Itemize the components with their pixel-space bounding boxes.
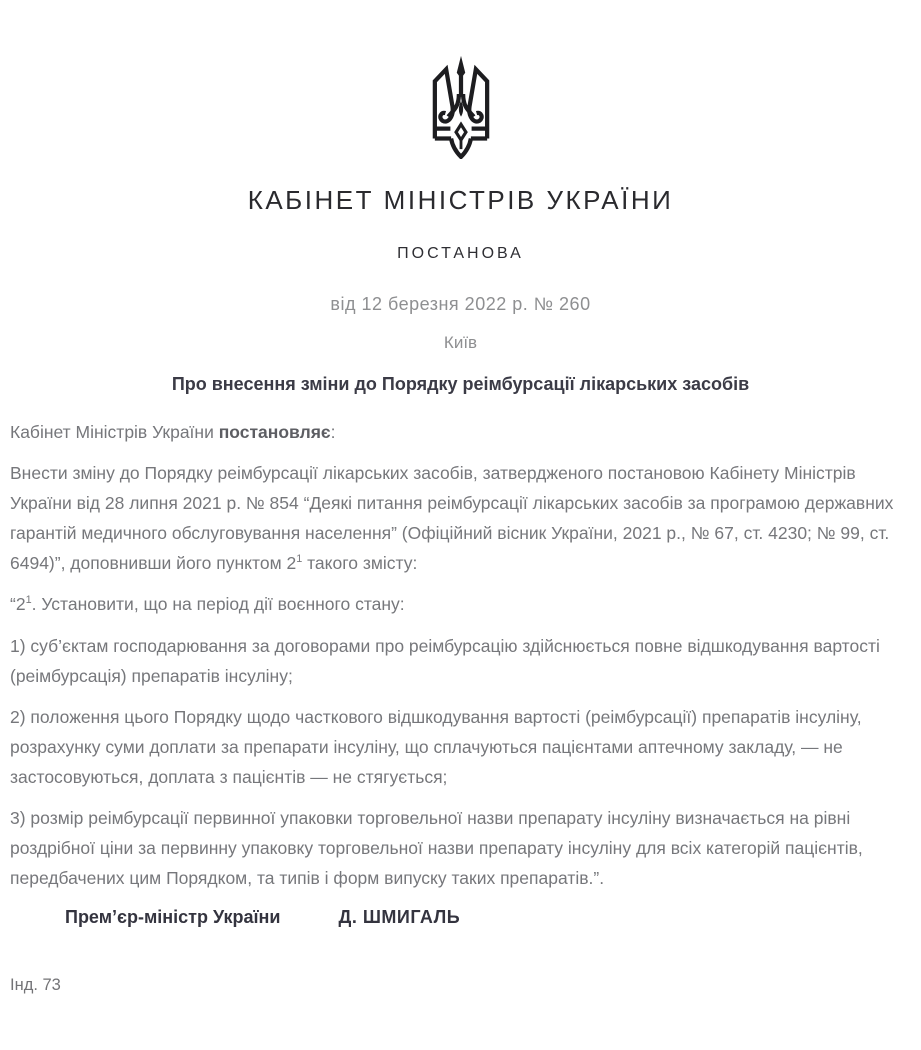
document-body [0,417,921,928]
preamble-colon: : [330,422,336,442]
document-header [0,53,921,395]
tryzub-icon [425,53,497,159]
preamble-verb: постановляє [218,422,331,442]
preamble-text: Кабінет Міністрів України [10,422,219,442]
org-name: КАБІНЕТ МІНІСТРІВ УКРАЇНИ [247,185,674,215]
ukraine-coat-of-arms-icon [425,53,497,159]
point-number: “2 [10,594,26,615]
city-line: Київ [443,333,478,352]
signature-block [10,907,911,928]
document-title: Про внесення зміни до Порядку реімбурсації лікарських засобів [171,374,750,394]
paragraph-subpoint-3: 3) розмір реімбурсації первинної упаковки торговельної назви препарату інсуліну визначається на рівні роздрібної ціни за первинну упаковку торговельної назви препарату інсуліну для всіх категорій пацієнтів, передбачених цим Порядком, та типів і форм випуску таких препаратів.”. [10,808,863,889]
paragraph-amendment [10,458,911,578]
signatory-position: Прем’єр-міністр України [65,907,281,928]
superscript-index: 1 [296,553,303,566]
amendment-text: Внести зміну до Порядку реімбурсації лікарських засобів, затвердженого постановою Кабінету Міністрів України від 28 липня 2021 р. № 854 “Деякі питання реімбурсації лікарських засобів за програмою державних гарантій медичного обслуговування населення” (Офіційний вісник України, 2021 р., № 67, ст. 4230; № 99, ст. 6494)”, доповнивши його пунктом 2 [10,463,894,574]
preamble-paragraph [10,417,911,447]
paragraph-subpoint-2: 2) положення цього Порядку щодо часткового відшкодування вартості (реімбурсації) препаратів інсуліну, розрахунку суми доплати за препарати інсуліну, що сплачуються пацієнтами аптечному закладу, — не застосовуються, доплата з пацієнтів — не стягується; [10,706,862,787]
superscript-index: 1 [25,594,32,607]
signatory-name: Д. ШМИГАЛЬ [338,907,461,928]
document-index: Інд. 73 [10,976,61,995]
paragraph-point-intro [10,589,911,619]
doc-type-label: ПОСТАНОВА [397,245,524,262]
amendment-text-tail: такого змісту: [302,553,418,574]
paragraph-subpoint-1: 1) суб’єктам господарювання за договорами про реімбурсацію здійснюється повне відшкодування вартості (реімбурсація) препаратів інсуліну; [10,635,880,686]
date-number-line: від 12 березня 2022 р. № 260 [330,294,591,314]
decree-document [0,53,921,1050]
document-footer [0,976,921,995]
point-intro-text: . Установити, що на період дії воєнного стану: [31,594,405,615]
